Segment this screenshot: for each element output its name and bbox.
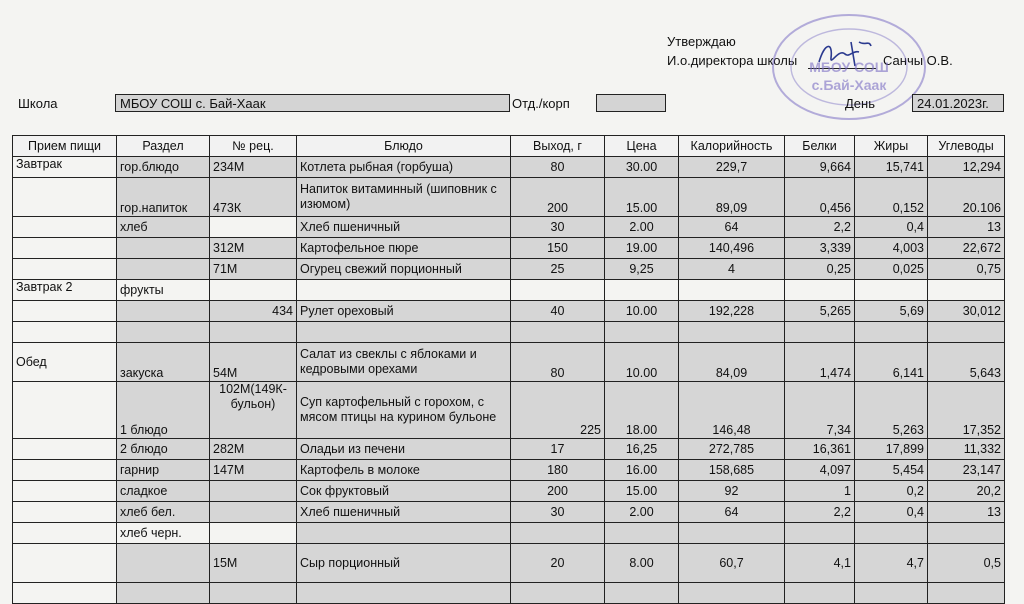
- table-row: [13, 301, 1005, 322]
- protein-cell[interactable]: 1: [785, 481, 855, 502]
- calories-cell[interactable]: 192,228: [679, 301, 785, 322]
- approval-name: Санчы О.В.: [883, 53, 953, 68]
- calories-cell[interactable]: 89,09: [679, 178, 785, 217]
- section-cell[interactable]: закуска: [117, 343, 210, 382]
- dish-cell[interactable]: Сыр порционный: [297, 544, 511, 583]
- fat-cell[interactable]: 4,003: [855, 238, 928, 259]
- dish-cell[interactable]: Оладьи из печени: [297, 439, 511, 460]
- calories-cell[interactable]: 92: [679, 481, 785, 502]
- dish-cell[interactable]: Картофель в молоке: [297, 460, 511, 481]
- day-field[interactable]: 24.01.2023г.: [912, 94, 1004, 112]
- meal-cell: [13, 217, 117, 238]
- carbs-cell[interactable]: 23,147: [928, 460, 1005, 481]
- calories-cell[interactable]: [679, 280, 785, 301]
- calories-cell[interactable]: [679, 583, 785, 604]
- recipe-cell[interactable]: 71М: [210, 259, 297, 280]
- recipe-cell[interactable]: [210, 583, 297, 604]
- fat-cell[interactable]: 0,4: [855, 217, 928, 238]
- yield-cell[interactable]: 17: [511, 439, 605, 460]
- price-cell[interactable]: 30.00: [605, 157, 679, 178]
- price-cell[interactable]: 18.00: [605, 382, 679, 439]
- table-row: [13, 343, 1005, 382]
- dish-cell[interactable]: Котлета рыбная (горбуша): [297, 157, 511, 178]
- yield-cell[interactable]: 40: [511, 301, 605, 322]
- dish-cell[interactable]: [297, 523, 511, 544]
- protein-cell[interactable]: [785, 583, 855, 604]
- dish-cell[interactable]: [297, 322, 511, 343]
- dish-cell[interactable]: Напиток витаминный (шиповник с изюмом): [297, 178, 511, 217]
- meal-cell: Обед: [13, 343, 117, 382]
- meal-cell: [13, 460, 117, 481]
- recipe-cell[interactable]: [210, 322, 297, 343]
- calories-cell[interactable]: 64: [679, 217, 785, 238]
- meal-cell: [13, 523, 117, 544]
- carbs-cell[interactable]: 20.106: [928, 178, 1005, 217]
- calories-cell[interactable]: 4: [679, 259, 785, 280]
- fat-cell[interactable]: [855, 280, 928, 301]
- meal-cell: [13, 238, 117, 259]
- recipe-cell[interactable]: [210, 217, 297, 238]
- meal-cell: Завтрак: [13, 157, 117, 178]
- meal-cell: [13, 439, 117, 460]
- approval-title: Утверждаю: [667, 34, 736, 49]
- protein-cell[interactable]: 4,1: [785, 544, 855, 583]
- fat-cell[interactable]: 17,899: [855, 439, 928, 460]
- protein-cell[interactable]: [785, 523, 855, 544]
- recipe-cell[interactable]: 54М: [210, 343, 297, 382]
- table-row: [13, 439, 1005, 460]
- price-cell[interactable]: 15.00: [605, 481, 679, 502]
- carbs-cell[interactable]: 20,2: [928, 481, 1005, 502]
- dish-cell[interactable]: [297, 583, 511, 604]
- carbs-cell[interactable]: 0,75: [928, 259, 1005, 280]
- table-row: [13, 280, 1005, 301]
- section-cell[interactable]: 1 блюдо: [117, 382, 210, 439]
- protein-cell[interactable]: 7,34: [785, 382, 855, 439]
- protein-cell[interactable]: 2,2: [785, 502, 855, 523]
- yield-cell[interactable]: 30: [511, 217, 605, 238]
- carbs-cell[interactable]: 11,332: [928, 439, 1005, 460]
- protein-cell[interactable]: 3,339: [785, 238, 855, 259]
- table-row: [13, 382, 1005, 439]
- section-cell[interactable]: [117, 301, 210, 322]
- calories-cell[interactable]: 272,785: [679, 439, 785, 460]
- recipe-cell[interactable]: 473К: [210, 178, 297, 217]
- price-cell[interactable]: 19.00: [605, 238, 679, 259]
- section-cell[interactable]: гор.напиток: [117, 178, 210, 217]
- table-row: [13, 217, 1005, 238]
- protein-cell[interactable]: 0,25: [785, 259, 855, 280]
- meal-cell: [13, 544, 117, 583]
- dept-label: Отд./корп: [512, 96, 570, 111]
- col-header-dish: Блюдо: [297, 136, 511, 157]
- protein-cell[interactable]: 9,664: [785, 157, 855, 178]
- dish-cell[interactable]: Хлеб пшеничный: [297, 217, 511, 238]
- carbs-cell[interactable]: [928, 322, 1005, 343]
- carbs-cell[interactable]: 30,012: [928, 301, 1005, 322]
- table-row: [13, 583, 1005, 604]
- protein-cell[interactable]: 5,265: [785, 301, 855, 322]
- section-cell[interactable]: [117, 322, 210, 343]
- yield-cell[interactable]: [511, 280, 605, 301]
- carbs-cell[interactable]: 13: [928, 502, 1005, 523]
- price-cell[interactable]: [605, 280, 679, 301]
- dish-cell[interactable]: Картофельное пюре: [297, 238, 511, 259]
- recipe-cell[interactable]: 282М: [210, 439, 297, 460]
- section-cell[interactable]: [117, 583, 210, 604]
- col-header-protein: Белки: [785, 136, 855, 157]
- approval-position: И.о.директора школы: [667, 53, 798, 68]
- price-cell[interactable]: 8.00: [605, 544, 679, 583]
- yield-cell[interactable]: 200: [511, 178, 605, 217]
- recipe-cell[interactable]: 15М: [210, 544, 297, 583]
- recipe-cell[interactable]: 102М(149К-бульон): [210, 382, 297, 439]
- protein-cell[interactable]: 4,097: [785, 460, 855, 481]
- carbs-cell[interactable]: [928, 583, 1005, 604]
- yield-cell[interactable]: [511, 583, 605, 604]
- table-row: [13, 178, 1005, 217]
- col-header-section: Раздел: [117, 136, 210, 157]
- price-cell[interactable]: [605, 322, 679, 343]
- dish-cell[interactable]: [297, 280, 511, 301]
- school-field[interactable]: МБОУ СОШ с. Бай-Хаак: [115, 94, 510, 112]
- recipe-cell[interactable]: 147М: [210, 460, 297, 481]
- calories-cell[interactable]: 64: [679, 502, 785, 523]
- col-header-recipe: № рец.: [210, 136, 297, 157]
- section-cell[interactable]: хлеб бел.: [117, 502, 210, 523]
- protein-cell[interactable]: [785, 322, 855, 343]
- price-cell[interactable]: [605, 523, 679, 544]
- table-row: [13, 157, 1005, 178]
- carbs-cell[interactable]: 22,672: [928, 238, 1005, 259]
- fat-cell[interactable]: 4,7: [855, 544, 928, 583]
- dish-cell[interactable]: Сок фруктовый: [297, 481, 511, 502]
- meal-cell: [13, 382, 117, 439]
- recipe-cell[interactable]: [210, 280, 297, 301]
- price-cell[interactable]: 9,25: [605, 259, 679, 280]
- price-cell[interactable]: 10.00: [605, 343, 679, 382]
- col-header-meal: Прием пищи: [13, 136, 117, 157]
- meal-cell: [13, 301, 117, 322]
- section-cell[interactable]: сладкое: [117, 481, 210, 502]
- carbs-cell[interactable]: 13: [928, 217, 1005, 238]
- meal-cell: Завтрак 2: [13, 280, 117, 301]
- table-row: [13, 544, 1005, 583]
- carbs-cell[interactable]: 17,352: [928, 382, 1005, 439]
- protein-cell[interactable]: 1,474: [785, 343, 855, 382]
- dish-cell[interactable]: Хлеб пшеничный: [297, 502, 511, 523]
- meal-cell: [13, 259, 117, 280]
- fat-cell[interactable]: [855, 322, 928, 343]
- carbs-cell[interactable]: 0,5: [928, 544, 1005, 583]
- price-cell[interactable]: 16,25: [605, 439, 679, 460]
- meal-cell: [13, 583, 117, 604]
- recipe-cell[interactable]: 234М: [210, 157, 297, 178]
- price-cell[interactable]: 16.00: [605, 460, 679, 481]
- table-row: [13, 238, 1005, 259]
- yield-cell[interactable]: 80: [511, 343, 605, 382]
- carbs-cell[interactable]: [928, 523, 1005, 544]
- yield-cell[interactable]: [511, 523, 605, 544]
- carbs-cell[interactable]: 5,643: [928, 343, 1005, 382]
- stamp-line2: с.Бай-Хаак: [811, 77, 887, 93]
- recipe-cell[interactable]: [210, 523, 297, 544]
- fat-cell[interactable]: 15,741: [855, 157, 928, 178]
- price-cell[interactable]: 10.00: [605, 301, 679, 322]
- fat-cell[interactable]: 0,4: [855, 502, 928, 523]
- carbs-cell[interactable]: [928, 280, 1005, 301]
- dish-cell[interactable]: Огурец свежий порционный: [297, 259, 511, 280]
- protein-cell[interactable]: 2,2: [785, 217, 855, 238]
- calories-cell[interactable]: 229,7: [679, 157, 785, 178]
- price-cell[interactable]: [605, 583, 679, 604]
- day-label: День: [845, 96, 875, 111]
- protein-cell[interactable]: [785, 280, 855, 301]
- section-cell[interactable]: [117, 259, 210, 280]
- section-cell[interactable]: 2 блюдо: [117, 439, 210, 460]
- dish-cell[interactable]: Суп картофельный с горохом, с мясом птицы на курином бульоне: [297, 382, 511, 439]
- section-cell[interactable]: гор.блюдо: [117, 157, 210, 178]
- col-header-yield: Выход, г: [511, 136, 605, 157]
- yield-cell[interactable]: 180: [511, 460, 605, 481]
- recipe-cell[interactable]: [210, 481, 297, 502]
- yield-cell[interactable]: 25: [511, 259, 605, 280]
- calories-cell[interactable]: 84,09: [679, 343, 785, 382]
- yield-cell[interactable]: 30: [511, 502, 605, 523]
- price-cell[interactable]: 15.00: [605, 178, 679, 217]
- section-cell[interactable]: гарнир: [117, 460, 210, 481]
- table-row: [13, 259, 1005, 280]
- dish-cell[interactable]: Салат из свеклы с яблоками и кедровыми орехами: [297, 343, 511, 382]
- fat-cell[interactable]: 6,141: [855, 343, 928, 382]
- fat-cell[interactable]: 5,69: [855, 301, 928, 322]
- fat-cell[interactable]: 0,025: [855, 259, 928, 280]
- recipe-cell[interactable]: [210, 502, 297, 523]
- stamp-line1: МБОУ СОШ: [809, 59, 889, 75]
- table-row: [13, 460, 1005, 481]
- yield-cell[interactable]: 225: [511, 382, 605, 439]
- calories-cell[interactable]: [679, 523, 785, 544]
- table-row: [13, 322, 1005, 343]
- calories-cell[interactable]: 158,685: [679, 460, 785, 481]
- calories-cell[interactable]: 146,48: [679, 382, 785, 439]
- yield-cell[interactable]: 150: [511, 238, 605, 259]
- yield-cell[interactable]: 80: [511, 157, 605, 178]
- table-row: [13, 481, 1005, 502]
- meal-cell: [13, 178, 117, 217]
- col-header-calories: Калорийность: [679, 136, 785, 157]
- school-label: Школа: [18, 96, 58, 111]
- price-cell[interactable]: 2.00: [605, 502, 679, 523]
- carbs-cell[interactable]: 12,294: [928, 157, 1005, 178]
- meal-cell: [13, 481, 117, 502]
- fat-cell[interactable]: 5,263: [855, 382, 928, 439]
- dept-field[interactable]: [596, 94, 666, 112]
- calories-cell[interactable]: 140,496: [679, 238, 785, 259]
- section-cell[interactable]: [117, 238, 210, 259]
- fat-cell[interactable]: 5,454: [855, 460, 928, 481]
- fat-cell[interactable]: [855, 583, 928, 604]
- calories-cell[interactable]: 60,7: [679, 544, 785, 583]
- section-cell[interactable]: [117, 544, 210, 583]
- table-header-row: [13, 136, 1005, 157]
- dish-cell[interactable]: Рулет ореховый: [297, 301, 511, 322]
- col-header-carbs: Углеводы: [928, 136, 1005, 157]
- recipe-cell[interactable]: 434: [210, 301, 297, 322]
- fat-cell[interactable]: 0,2: [855, 481, 928, 502]
- meal-cell: [13, 322, 117, 343]
- yield-cell[interactable]: 200: [511, 481, 605, 502]
- meal-cell: [13, 502, 117, 523]
- recipe-cell[interactable]: 312М: [210, 238, 297, 259]
- section-cell[interactable]: хлеб черн.: [117, 523, 210, 544]
- table-row: [13, 502, 1005, 523]
- yield-cell[interactable]: [511, 322, 605, 343]
- section-cell[interactable]: фрукты: [117, 280, 210, 301]
- protein-cell[interactable]: 16,361: [785, 439, 855, 460]
- fat-cell[interactable]: [855, 523, 928, 544]
- col-header-price: Цена: [605, 136, 679, 157]
- protein-cell[interactable]: 0,456: [785, 178, 855, 217]
- yield-cell[interactable]: 20: [511, 544, 605, 583]
- menu-table: [12, 135, 1005, 604]
- price-cell[interactable]: 2.00: [605, 217, 679, 238]
- table-row: [13, 523, 1005, 544]
- col-header-fat: Жиры: [855, 136, 928, 157]
- calories-cell[interactable]: [679, 322, 785, 343]
- section-cell[interactable]: хлеб: [117, 217, 210, 238]
- fat-cell[interactable]: 0,152: [855, 178, 928, 217]
